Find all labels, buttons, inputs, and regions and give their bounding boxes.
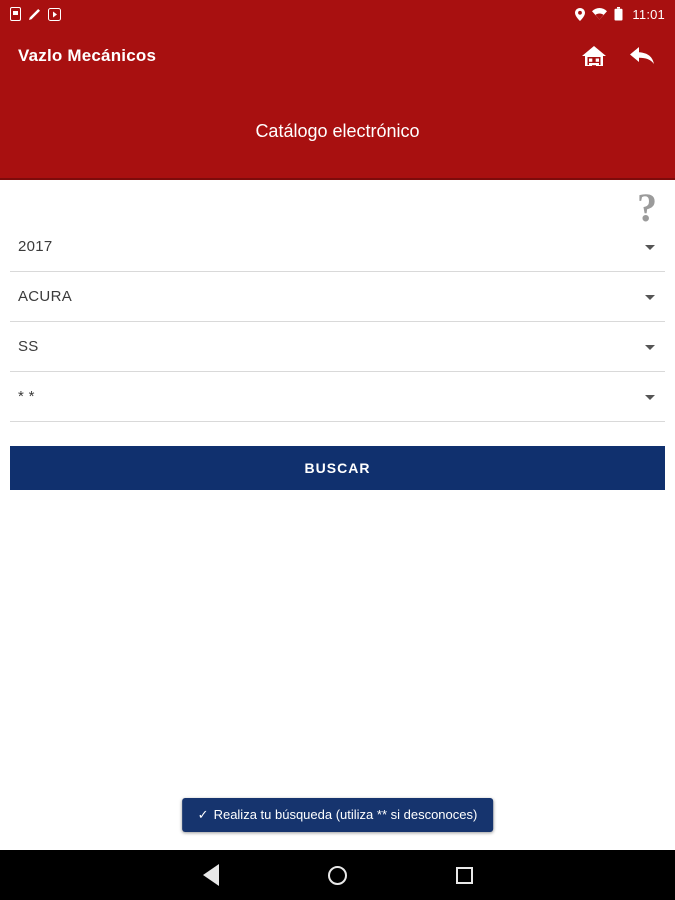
catalog-header-band: [0, 84, 675, 180]
wifi-icon: [592, 8, 607, 20]
make-select-value: ACURA: [18, 288, 73, 305]
status-bar: [0, 0, 675, 28]
app-bar-actions: [581, 44, 657, 68]
catalog-header-title: Catálogo electrónico: [255, 120, 420, 141]
back-arrow-icon[interactable]: [629, 45, 657, 67]
toast-text: Realiza tu búsqueda (utiliza ** si desconoces): [213, 807, 478, 822]
make-select[interactable]: [10, 272, 665, 322]
search-button[interactable]: BUSCAR: [10, 446, 665, 490]
toast-message: [182, 798, 494, 832]
location-icon: [575, 8, 585, 21]
battery-icon: [614, 7, 623, 21]
help-question-icon[interactable]: ?: [637, 185, 657, 230]
edit-icon: [28, 8, 41, 21]
chevron-down-icon: [645, 395, 655, 400]
sim-card-icon: [10, 7, 21, 21]
app-bar: [0, 28, 675, 84]
status-bar-right-icons: [575, 7, 665, 22]
check-icon: ✓: [197, 807, 209, 822]
year-select[interactable]: [10, 222, 665, 272]
chevron-down-icon: [645, 245, 655, 250]
chevron-down-icon: [645, 345, 655, 350]
model-select[interactable]: [10, 322, 665, 372]
app-title: Vazlo Mecánicos: [18, 46, 157, 65]
engine-select-value: * *: [18, 388, 35, 405]
home-icon[interactable]: [581, 44, 607, 68]
chevron-down-icon: [645, 295, 655, 300]
engine-select[interactable]: [10, 372, 665, 422]
content-area: [0, 180, 675, 850]
model-select-value: SS: [18, 338, 39, 355]
year-select-value: 2017: [18, 238, 53, 255]
status-clock: 11:01: [632, 6, 665, 22]
play-icon: [48, 8, 61, 21]
back-nav-icon[interactable]: [200, 864, 222, 886]
home-nav-icon[interactable]: [327, 864, 349, 886]
status-bar-left-icons: [10, 7, 61, 21]
system-nav-bar: [0, 850, 675, 900]
search-form: [10, 180, 665, 490]
recents-nav-icon[interactable]: [454, 864, 476, 886]
